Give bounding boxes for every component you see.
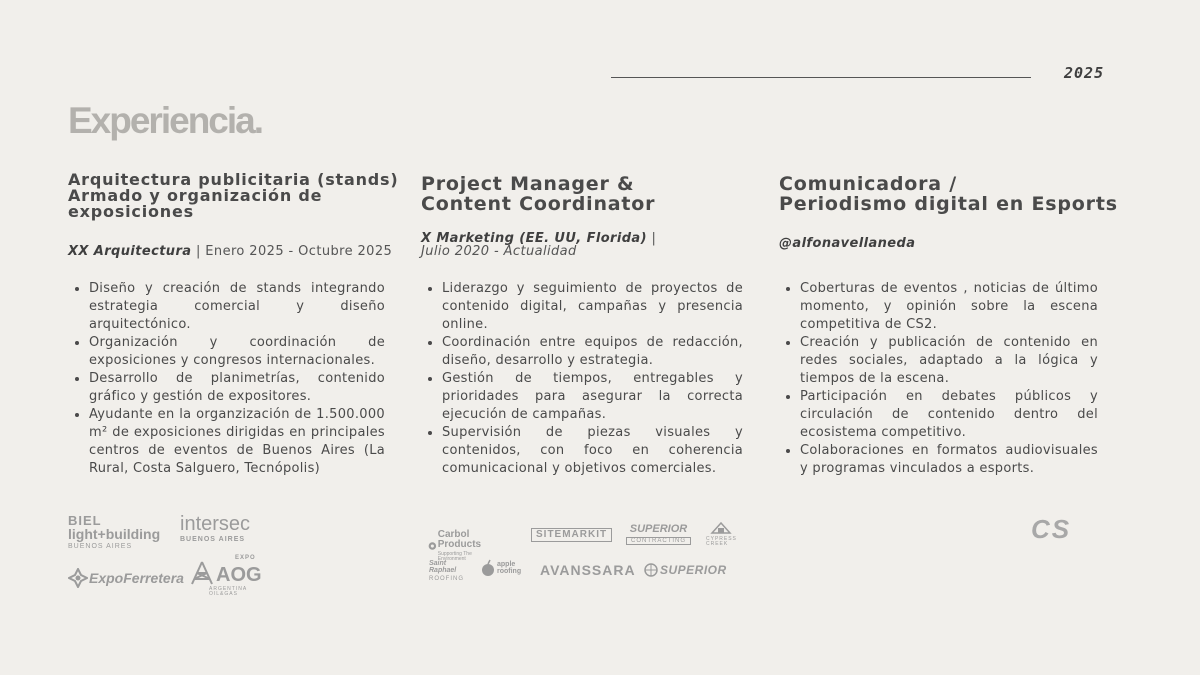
header-rule — [611, 77, 1031, 78]
list-item: • Desarrollo de planimetrías, contenido gráfico y gestión de expositores. — [89, 370, 385, 406]
logo-text: apple — [497, 561, 516, 568]
responsibility-list — [68, 280, 385, 478]
logo-text: roofing — [497, 568, 522, 575]
logo-text: EXPO — [234, 555, 256, 561]
job-period: | Enero 2025 - Octubre 2025 — [196, 244, 393, 259]
logo-text: CYPRESS CREEK — [706, 536, 737, 547]
company-name: @alfonavellaneda — [779, 236, 916, 251]
expoferretera-icon — [68, 568, 88, 588]
cs-logo — [1031, 516, 1071, 542]
logo-text: ExpoFerretera — [89, 570, 184, 586]
list-item: • Supervisión de piezas visuales y contenidos, con foco en coherencia comunicacional y objetivos comerciales. — [442, 424, 743, 478]
apple-roofing-logo — [481, 559, 521, 577]
logo-text: BIEL — [68, 513, 102, 528]
list-item: • Diseño y creación de stands integrando estrategia comercial y diseño arquitectónico. — [89, 280, 385, 334]
superior-logo — [644, 563, 727, 577]
cypress-creek-logo — [706, 521, 737, 547]
list-item: • Ayudante en la organzización de 1.500.000 m² de exposiciones dirigidas en principales centros de eventos de Buenos Aires (La Rural, Costa Salguero, Tecnópolis) — [89, 406, 385, 478]
apple-icon — [481, 559, 495, 577]
job-title-line: Armado y organización de — [68, 186, 323, 205]
logo-text: light+building — [68, 526, 161, 542]
avanssara-logo — [540, 563, 636, 577]
logo-text: ROOFING — [429, 576, 464, 582]
logo-text: SITEMARKIT — [536, 529, 608, 540]
carbol-icon — [428, 539, 437, 553]
logo-text: CONTRACTING — [626, 537, 691, 545]
responsibility-list — [421, 280, 743, 478]
company-line — [421, 232, 656, 258]
superior-contracting-logo — [626, 524, 691, 545]
logo-text: SUPERIOR — [629, 523, 688, 535]
list-item: • Coberturas de eventos , noticias de último momento, y opinión sobre la escena competitiva de CS2. — [800, 280, 1098, 334]
carbol-logo — [428, 530, 486, 562]
globe-icon — [644, 563, 658, 577]
job-title-line: Project Manager & — [421, 173, 635, 195]
job-title-line: exposiciones — [68, 202, 194, 221]
logo-text: CS — [1031, 514, 1072, 544]
logo-text: BUENOS AIRES — [180, 536, 246, 543]
company-separator: | — [646, 231, 657, 246]
job-title — [779, 174, 1118, 214]
aog-tower-icon — [189, 561, 215, 585]
job-title — [68, 172, 398, 220]
list-item: • Gestión de tiempos, entregables y prioridades para asegurar la correcta ejecución de campañas. — [442, 370, 743, 424]
company-line — [68, 244, 392, 259]
list-item: • Liderazgo y seguimiento de proyectos de contenido digital, campañas y presencia online. — [442, 280, 743, 334]
logo-text: AOG — [216, 564, 262, 586]
logo-text: AVANSSARA — [540, 562, 636, 578]
list-item: • Creación y publicación de contenido en redes sociales, adaptado a la lógica y tiempos de la escena. — [800, 334, 1098, 388]
job-title-line: Content Coordinator — [421, 193, 656, 215]
job-title-line: Arquitectura publicitaria (stands) — [68, 170, 399, 189]
job-period: Julio 2020 - Actualidad — [421, 244, 577, 259]
job-title-line: Periodismo digital en Esports — [779, 193, 1118, 215]
list-item: • Colaboraciones en formatos audiovisuales y programas vinculados a esports. — [800, 442, 1098, 478]
job-title-line: Comunicadora / — [779, 173, 958, 195]
company-line — [779, 236, 915, 251]
sitemarkit-logo — [531, 528, 612, 542]
intersec-logo — [180, 514, 250, 543]
logo-text: Carbol Products — [437, 529, 482, 550]
logo-text: BUENOS AIRES — [68, 543, 133, 550]
logo-text: ARGENTINA OIL&GAS — [209, 586, 247, 597]
year-label: 2025 — [1064, 64, 1105, 82]
list-item: • Participación en debates públicos y circulación de contenido dentro del ecosistema competitivo. — [800, 388, 1098, 442]
job-title — [421, 174, 655, 214]
house-icon — [710, 521, 732, 535]
list-item: • Organización y coordinación de exposiciones y congresos internacionales. — [89, 334, 385, 370]
page-title: Experiencia. — [68, 100, 263, 141]
expoferretera-logo — [68, 568, 184, 588]
biel-logo — [68, 514, 160, 550]
company-name: X Marketing (EE. UU, Florida) — [421, 231, 647, 246]
logo-text: Supporting The Environment — [437, 551, 472, 562]
company-name: XX Arquitectura — [68, 244, 192, 259]
logo-text: intersec — [180, 513, 251, 535]
saint-raphael-logo — [429, 560, 464, 582]
logo-text: Saint Raphael — [429, 560, 457, 574]
aog-logo — [189, 553, 262, 597]
responsibility-list — [779, 280, 1098, 478]
logo-text: SUPERIOR — [660, 563, 727, 577]
list-item: • Coordinación entre equipos de redacción, diseño, desarrollo y estrategia. — [442, 334, 743, 370]
